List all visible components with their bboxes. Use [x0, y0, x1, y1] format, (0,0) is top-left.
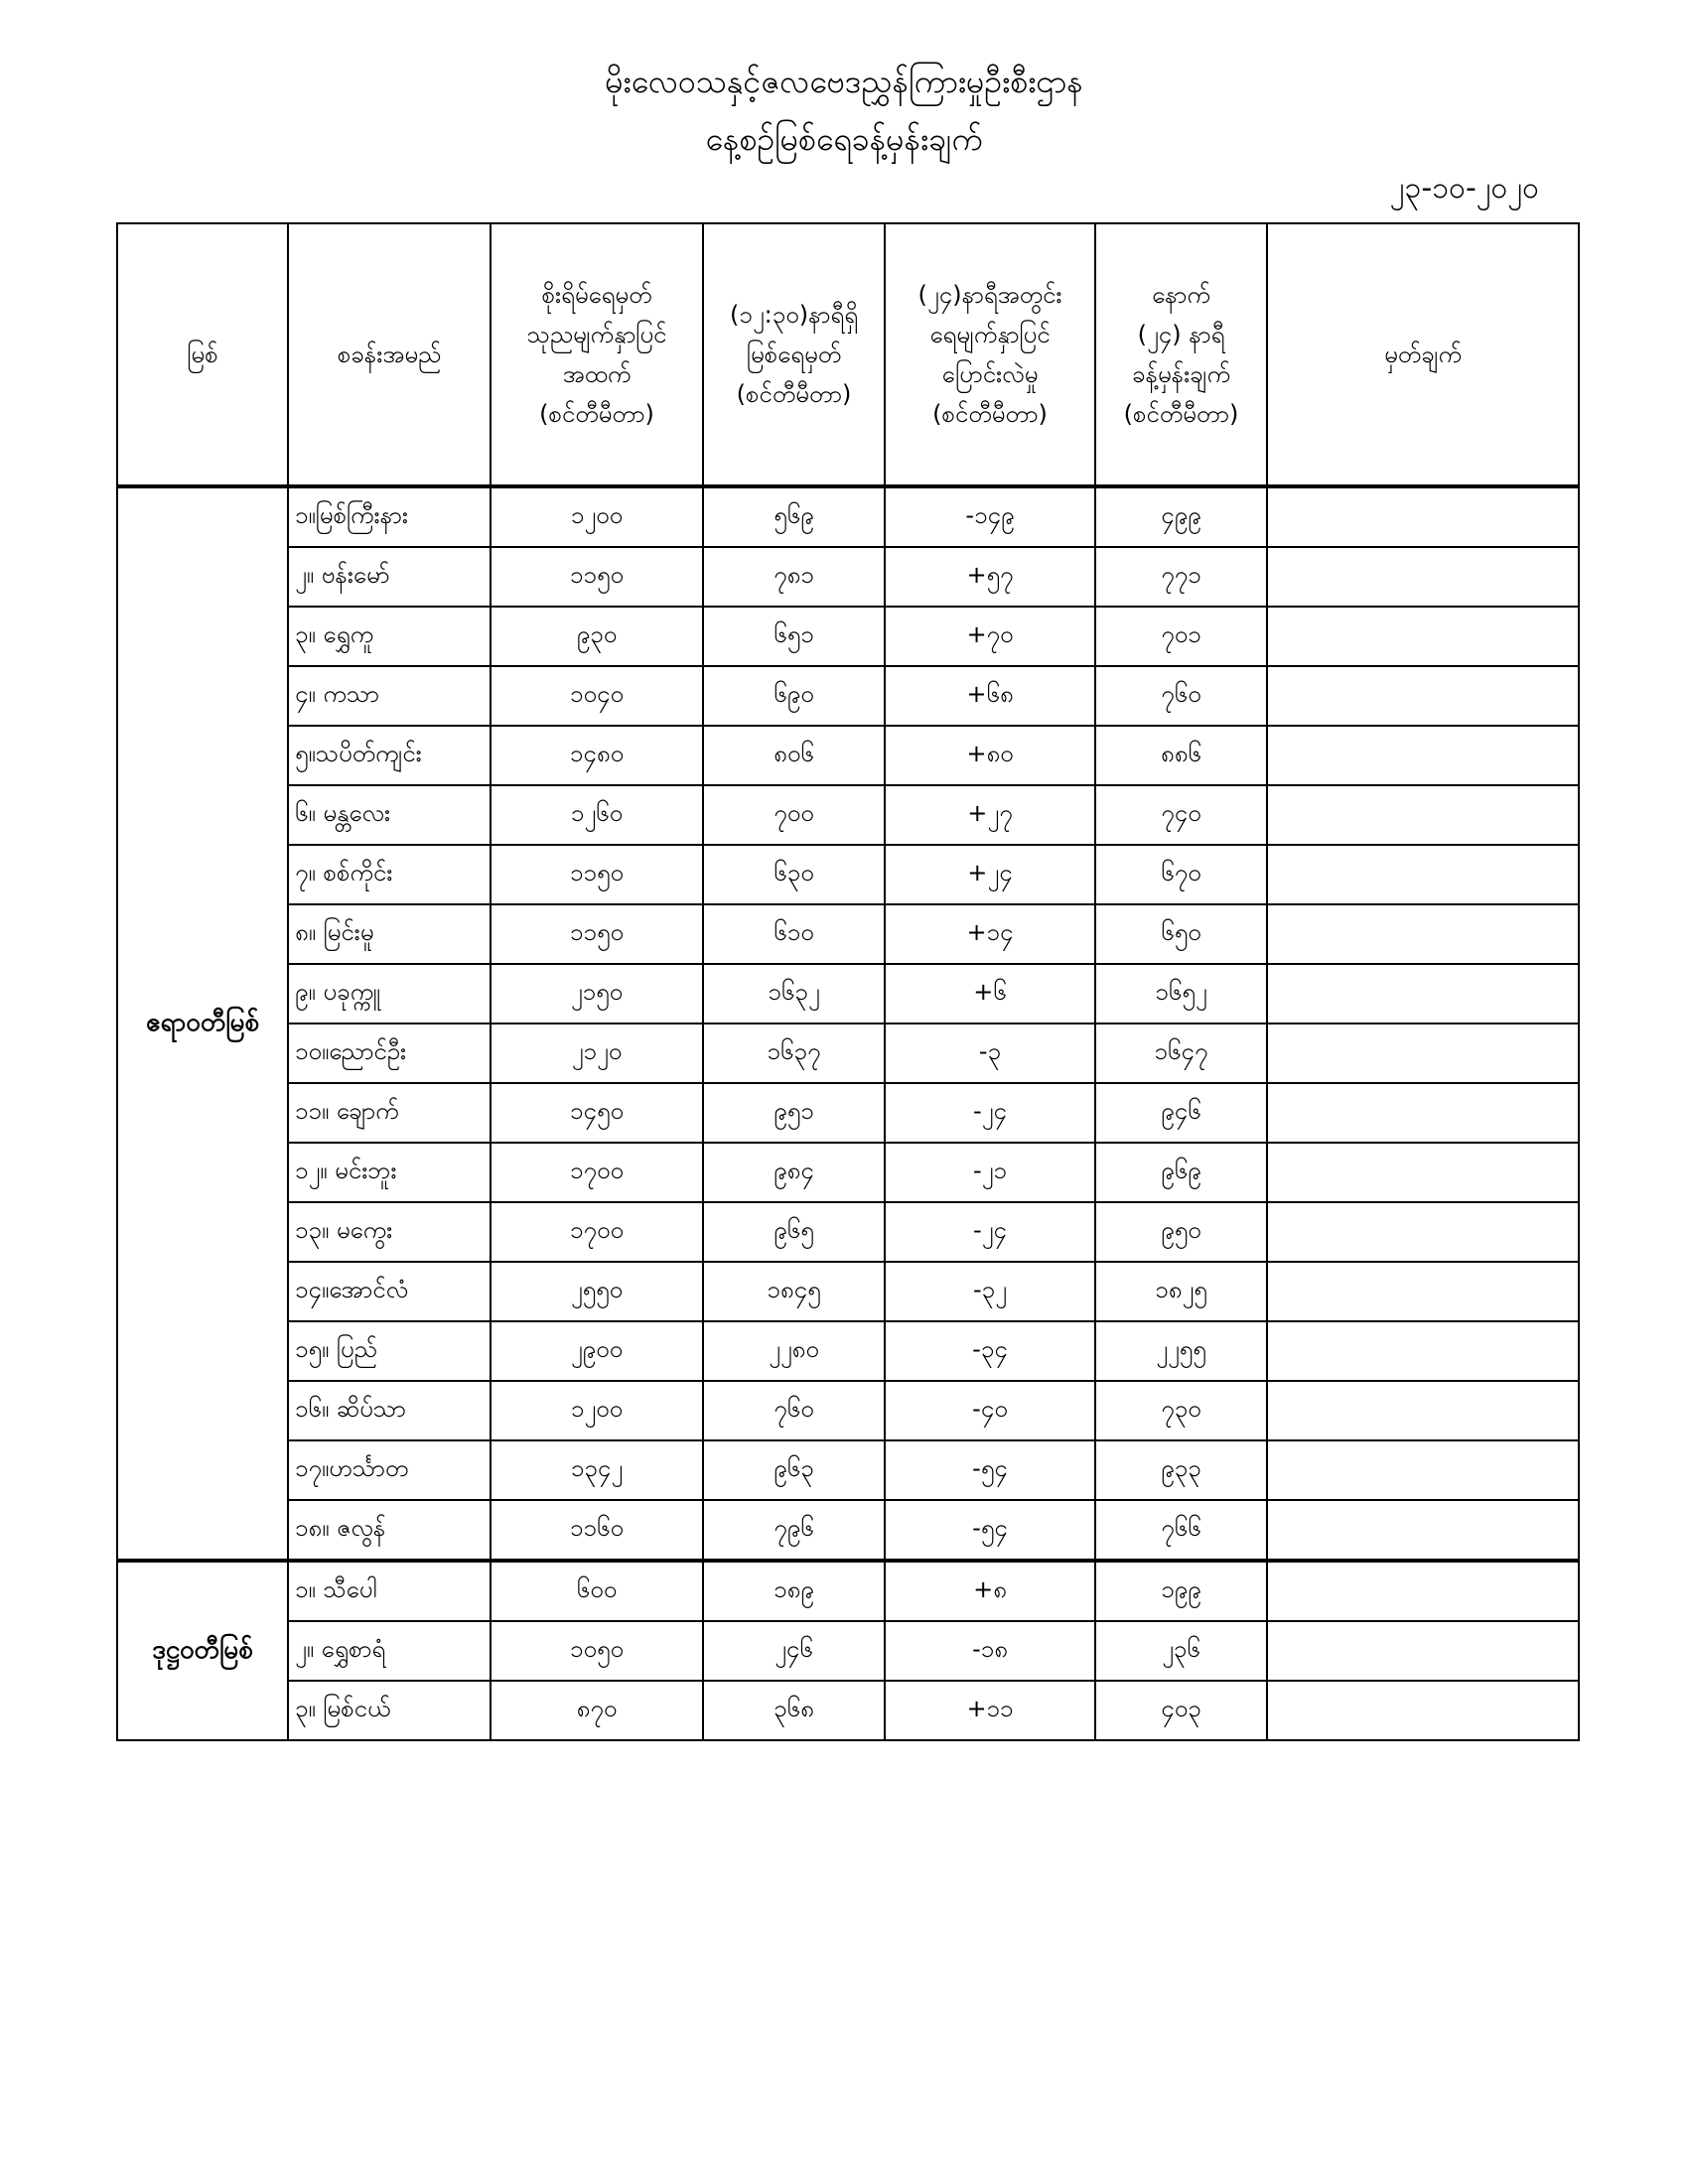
danger-level-cell: ၂၅၅၀ — [491, 1262, 703, 1321]
station-cell: ၁၃။ မကွေး — [288, 1202, 491, 1262]
change-cell: +၈ — [885, 1561, 1095, 1621]
current-level-cell: ၆၅၁ — [703, 607, 885, 666]
current-level-cell: ၆၃၀ — [703, 845, 885, 904]
danger-level-cell: ၂၉၀၀ — [491, 1321, 703, 1381]
current-level-cell: ၇၀၀ — [703, 785, 885, 845]
forecast-cell: ၆၇၀ — [1095, 845, 1267, 904]
remark-cell — [1267, 845, 1579, 904]
forecast-cell: ၇၆၀ — [1095, 666, 1267, 726]
table-body — [117, 486, 1579, 1740]
station-cell: ၈။ မြင်းမူ — [288, 904, 491, 964]
table-row — [117, 1681, 1579, 1740]
forecast-cell: ၉၆၉ — [1095, 1143, 1267, 1202]
change-cell: +၁၁ — [885, 1681, 1095, 1740]
table-row — [117, 1024, 1579, 1083]
forecast-cell: ၁၈၂၅ — [1095, 1262, 1267, 1321]
current-level-cell: ၇၆၀ — [703, 1381, 885, 1440]
remark-cell — [1267, 1440, 1579, 1500]
station-cell: ၉။ ပခုက္ကူ — [288, 964, 491, 1024]
danger-level-cell: ၈၇၀ — [491, 1681, 703, 1740]
remark-cell — [1267, 1500, 1579, 1561]
table-row — [117, 1440, 1579, 1500]
column-header-change: (၂၄)နာရီအတွင်း ရေမျက်နှာပြင် ပြောင်းလဲမှု (စင်တီမီတာ) — [885, 223, 1095, 486]
table-row — [117, 1321, 1579, 1381]
remark-cell — [1267, 1083, 1579, 1143]
forecast-cell: ၇၆၆ — [1095, 1500, 1267, 1561]
station-cell: ၆။ မန္တလေး — [288, 785, 491, 845]
current-level-cell: ၅၆၉ — [703, 486, 885, 547]
remark-cell — [1267, 1262, 1579, 1321]
change-cell: -၃၂ — [885, 1262, 1095, 1321]
station-cell: ၅။သပိတ်ကျင်း — [288, 726, 491, 785]
forecast-cell: ၉၃၃ — [1095, 1440, 1267, 1500]
current-level-cell: ၆၁၀ — [703, 904, 885, 964]
river-name-cell: ဧရာဝတီမြစ် — [117, 486, 288, 1561]
remark-cell — [1267, 726, 1579, 785]
column-header-forecast: နောက် (၂၄) နာရီ ခန့်မှန်းချက် (စင်တီမီတာ) — [1095, 223, 1267, 486]
danger-level-cell: ၁၁၅၀ — [491, 845, 703, 904]
station-cell: ၁၅။ ပြည် — [288, 1321, 491, 1381]
table-row — [117, 964, 1579, 1024]
station-cell: ၁၈။ ဇလွန် — [288, 1500, 491, 1561]
change-cell: -၃ — [885, 1024, 1095, 1083]
table-row — [117, 486, 1579, 547]
station-cell: ၄။ ကသာ — [288, 666, 491, 726]
station-cell: ၁၆။ ဆိပ်သာ — [288, 1381, 491, 1440]
remark-cell — [1267, 1561, 1579, 1621]
remark-cell — [1267, 1321, 1579, 1381]
danger-level-cell: ၁၁၅၀ — [491, 904, 703, 964]
remark-cell — [1267, 1143, 1579, 1202]
column-header-remark: မှတ်ချက် — [1267, 223, 1579, 486]
current-level-cell: ၆၉၀ — [703, 666, 885, 726]
current-level-cell: ၂၂၈၀ — [703, 1321, 885, 1381]
remark-cell — [1267, 1024, 1579, 1083]
current-level-cell: ၈၀၆ — [703, 726, 885, 785]
document-subtitle: နေ့စဉ်မြစ်ရေခန့်မှန်းချက် — [705, 120, 983, 158]
table-row — [117, 845, 1579, 904]
table-row — [117, 785, 1579, 845]
document-title: မိုးလေဝသနှင့်ဇလဗေဒညွှန်ကြားမှုဦးစီးဌာန — [605, 63, 1083, 100]
remark-cell — [1267, 964, 1579, 1024]
change-cell: +၇၀ — [885, 607, 1095, 666]
current-level-cell: ၂၄၆ — [703, 1621, 885, 1681]
danger-level-cell: ၂၁၅၀ — [491, 964, 703, 1024]
station-cell: ၇။ စစ်ကိုင်း — [288, 845, 491, 904]
danger-level-cell: ၉၃၀ — [491, 607, 703, 666]
remark-cell — [1267, 666, 1579, 726]
remark-cell — [1267, 785, 1579, 845]
change-cell: -၁၄၉ — [885, 486, 1095, 547]
table-row — [117, 1381, 1579, 1440]
danger-level-cell: ၁၂၀၀ — [491, 1381, 703, 1440]
change-cell: -၂၁ — [885, 1143, 1095, 1202]
report-date: ၂၃-၁၀-၂၀၂၀ — [1389, 171, 1539, 205]
forecast-cell: ၁၉၉ — [1095, 1561, 1267, 1621]
remark-cell — [1267, 1681, 1579, 1740]
danger-level-cell: ၁၁၅၀ — [491, 547, 703, 607]
river-name-cell: ဒုဋ္ဌဝတီမြစ် — [117, 1561, 288, 1740]
current-level-cell: ၉၈၄ — [703, 1143, 885, 1202]
station-cell: ၂။ ရွှေစာရံ — [288, 1621, 491, 1681]
forecast-cell: ၇၃၀ — [1095, 1381, 1267, 1440]
danger-level-cell: ၁၂၀၀ — [491, 486, 703, 547]
change-cell: +၂၄ — [885, 845, 1095, 904]
change-cell: -၅၄ — [885, 1440, 1095, 1500]
forecast-cell: ၁၆၄၇ — [1095, 1024, 1267, 1083]
column-header-station: စခန်းအမည် — [288, 223, 491, 486]
danger-level-cell: ၁၄၈၀ — [491, 726, 703, 785]
forecast-cell: ၁၆၅၂ — [1095, 964, 1267, 1024]
danger-level-cell: ၁၇၀၀ — [491, 1202, 703, 1262]
table-row — [117, 904, 1579, 964]
forecast-cell: ၄၉၉ — [1095, 486, 1267, 547]
station-cell: ၁။ သီပေါ — [288, 1561, 491, 1621]
remark-cell — [1267, 904, 1579, 964]
station-cell: ၂။ ဗန်းမော် — [288, 547, 491, 607]
change-cell: +၅၇ — [885, 547, 1095, 607]
forecast-cell: ၂၃၆ — [1095, 1621, 1267, 1681]
forecast-cell: ၇၀၁ — [1095, 607, 1267, 666]
danger-level-cell: ၆၀၀ — [491, 1561, 703, 1621]
danger-level-cell: ၁၂၆၀ — [491, 785, 703, 845]
table-row — [117, 1561, 1579, 1621]
table-row — [117, 1143, 1579, 1202]
table-row — [117, 547, 1579, 607]
danger-level-cell: ၂၁၂၀ — [491, 1024, 703, 1083]
forecast-cell: ၇၄၀ — [1095, 785, 1267, 845]
change-cell: +၆၈ — [885, 666, 1095, 726]
station-cell: ၁၇။ဟင်္သာတ — [288, 1440, 491, 1500]
danger-level-cell: ၁၀၅၀ — [491, 1621, 703, 1681]
current-level-cell: ၇၈၁ — [703, 547, 885, 607]
column-header-danger-level: စိုးရိမ်ရေမှတ် သုညမျက်နှာပြင် အထက် (စင်တီမီတာ) — [491, 223, 703, 486]
current-level-cell: ၁၆၃၂ — [703, 964, 885, 1024]
current-level-cell: ၉၅၁ — [703, 1083, 885, 1143]
table-header-row — [117, 223, 1579, 486]
current-level-cell: ၁၆၃၇ — [703, 1024, 885, 1083]
change-cell: -၄၀ — [885, 1381, 1095, 1440]
station-cell: ၁၀။ညောင်ဦး — [288, 1024, 491, 1083]
current-level-cell: ၇၉၆ — [703, 1500, 885, 1561]
remark-cell — [1267, 547, 1579, 607]
forecast-cell: ၉၄၆ — [1095, 1083, 1267, 1143]
change-cell: -၂၄ — [885, 1202, 1095, 1262]
table-row — [117, 666, 1579, 726]
river-forecast-table — [116, 222, 1580, 1741]
remark-cell — [1267, 1381, 1579, 1440]
station-cell: ၁၂။ မင်းဘူး — [288, 1143, 491, 1202]
forecast-cell: ၉၅၀ — [1095, 1202, 1267, 1262]
station-cell: ၁၁။ ချောက် — [288, 1083, 491, 1143]
current-level-cell: ၉၆၃ — [703, 1440, 885, 1500]
table-row — [117, 1621, 1579, 1681]
change-cell: +၁၄ — [885, 904, 1095, 964]
change-cell: -၂၄ — [885, 1083, 1095, 1143]
remark-cell — [1267, 1202, 1579, 1262]
table-row — [117, 1500, 1579, 1561]
forecast-cell: ၇၇၁ — [1095, 547, 1267, 607]
forecast-cell: ၂၂၅၅ — [1095, 1321, 1267, 1381]
current-level-cell: ၉၆၅ — [703, 1202, 885, 1262]
station-cell: ၃။ မြစ်ငယ် — [288, 1681, 491, 1740]
current-level-cell: ၁၈၉ — [703, 1561, 885, 1621]
forecast-cell: ၆၅၀ — [1095, 904, 1267, 964]
change-cell: +၆ — [885, 964, 1095, 1024]
change-cell: -၅၄ — [885, 1500, 1095, 1561]
table-row — [117, 607, 1579, 666]
change-cell: +၂၇ — [885, 785, 1095, 845]
change-cell: -၃၄ — [885, 1321, 1095, 1381]
table-row — [117, 726, 1579, 785]
danger-level-cell: ၁၀၄၀ — [491, 666, 703, 726]
danger-level-cell: ၁၁၆၀ — [491, 1500, 703, 1561]
station-cell: ၁၄။အောင်လံ — [288, 1262, 491, 1321]
column-header-river: မြစ် — [117, 223, 288, 486]
danger-level-cell: ၁၄၅၀ — [491, 1083, 703, 1143]
table-row — [117, 1202, 1579, 1262]
danger-level-cell: ၁၇၀၀ — [491, 1143, 703, 1202]
current-level-cell: ၁၈၄၅ — [703, 1262, 885, 1321]
station-cell: ၁။မြစ်ကြီးနား — [288, 486, 491, 547]
column-header-current-level: (၁၂:၃၀)နာရီရှိ မြစ်ရေမှတ် (စင်တီမီတာ) — [703, 223, 885, 486]
forecast-cell: ၄၀၃ — [1095, 1681, 1267, 1740]
danger-level-cell: ၁၃၄၂ — [491, 1440, 703, 1500]
remark-cell — [1267, 1621, 1579, 1681]
forecast-cell: ၈၈၆ — [1095, 726, 1267, 785]
current-level-cell: ၃၆၈ — [703, 1681, 885, 1740]
table-row — [117, 1262, 1579, 1321]
station-cell: ၃။ ရွှေကူ — [288, 607, 491, 666]
remark-cell — [1267, 607, 1579, 666]
change-cell: +၈၀ — [885, 726, 1095, 785]
change-cell: -၁၈ — [885, 1621, 1095, 1681]
table-row — [117, 1083, 1579, 1143]
remark-cell — [1267, 486, 1579, 547]
